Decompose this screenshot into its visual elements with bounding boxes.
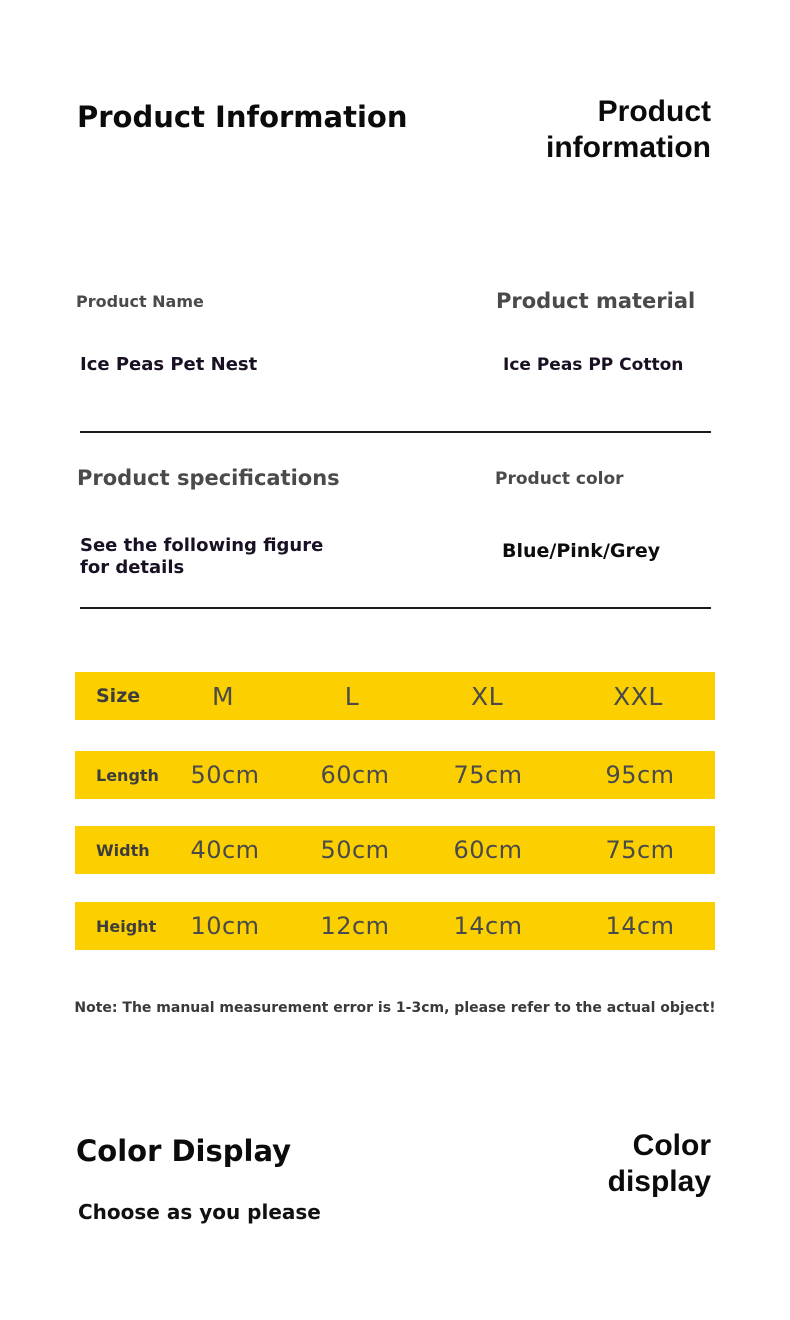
size-row-width xyxy=(75,826,715,874)
size-row-length xyxy=(75,751,715,799)
product-name-value: Ice Peas Pet Nest xyxy=(80,354,258,375)
measurement-note: Note: The manual measurement error is 1-3cm, please refer to the actual object! xyxy=(74,1000,716,1016)
size-row-height xyxy=(75,902,715,950)
product-color-label: Product color xyxy=(495,469,624,489)
size-header-cell: XL xyxy=(470,681,504,711)
size-header-cell: L xyxy=(344,681,360,711)
product-spec-value-line2: for details xyxy=(80,557,185,578)
color-display-title: Color Display xyxy=(76,1134,292,1168)
size-row-label: Height xyxy=(96,916,157,936)
divider-2 xyxy=(80,607,711,609)
product-spec-label: Product specifications xyxy=(77,466,340,490)
product-material-label: Product material xyxy=(496,289,696,313)
size-cell: 14cm xyxy=(605,912,675,940)
page-title-alt xyxy=(546,94,711,166)
size-cell: 10cm xyxy=(190,912,260,940)
color-display-title-alt xyxy=(608,1128,711,1200)
product-color-value: Blue/Pink/Grey xyxy=(502,540,661,562)
product-spec-value xyxy=(80,535,323,579)
page-title-alt-line1: Product xyxy=(597,95,711,128)
size-cell: 12cm xyxy=(320,912,390,940)
page-title-alt-line2: information xyxy=(546,131,711,164)
product-spec-value-line1: See the following figure xyxy=(80,535,324,556)
size-row-label: Width xyxy=(96,840,150,860)
color-display-title-alt-line1: Color xyxy=(632,1129,711,1162)
size-cell: 95cm xyxy=(605,761,675,789)
size-cell: 75cm xyxy=(453,761,523,789)
size-header-cell: XXL xyxy=(613,681,663,711)
color-display-subtitle: Choose as you please xyxy=(78,1200,321,1224)
size-header-row xyxy=(75,672,715,720)
page-title: Product Information xyxy=(77,100,408,134)
size-row-label: Length xyxy=(96,765,159,785)
size-cell: 50cm xyxy=(190,761,260,789)
size-cell: 75cm xyxy=(605,836,675,864)
divider-1 xyxy=(80,431,711,433)
size-header-cell: M xyxy=(211,681,235,711)
product-name-label: Product Name xyxy=(76,292,204,311)
size-cell: 60cm xyxy=(320,761,390,789)
size-cell: 60cm xyxy=(453,836,523,864)
size-header-label: Size xyxy=(96,685,141,707)
color-display-title-alt-line2: display xyxy=(607,1165,711,1198)
size-cell: 14cm xyxy=(453,912,523,940)
size-cell: 50cm xyxy=(320,836,390,864)
product-material-value: Ice Peas PP Cotton xyxy=(503,355,684,375)
size-cell: 40cm xyxy=(190,836,260,864)
